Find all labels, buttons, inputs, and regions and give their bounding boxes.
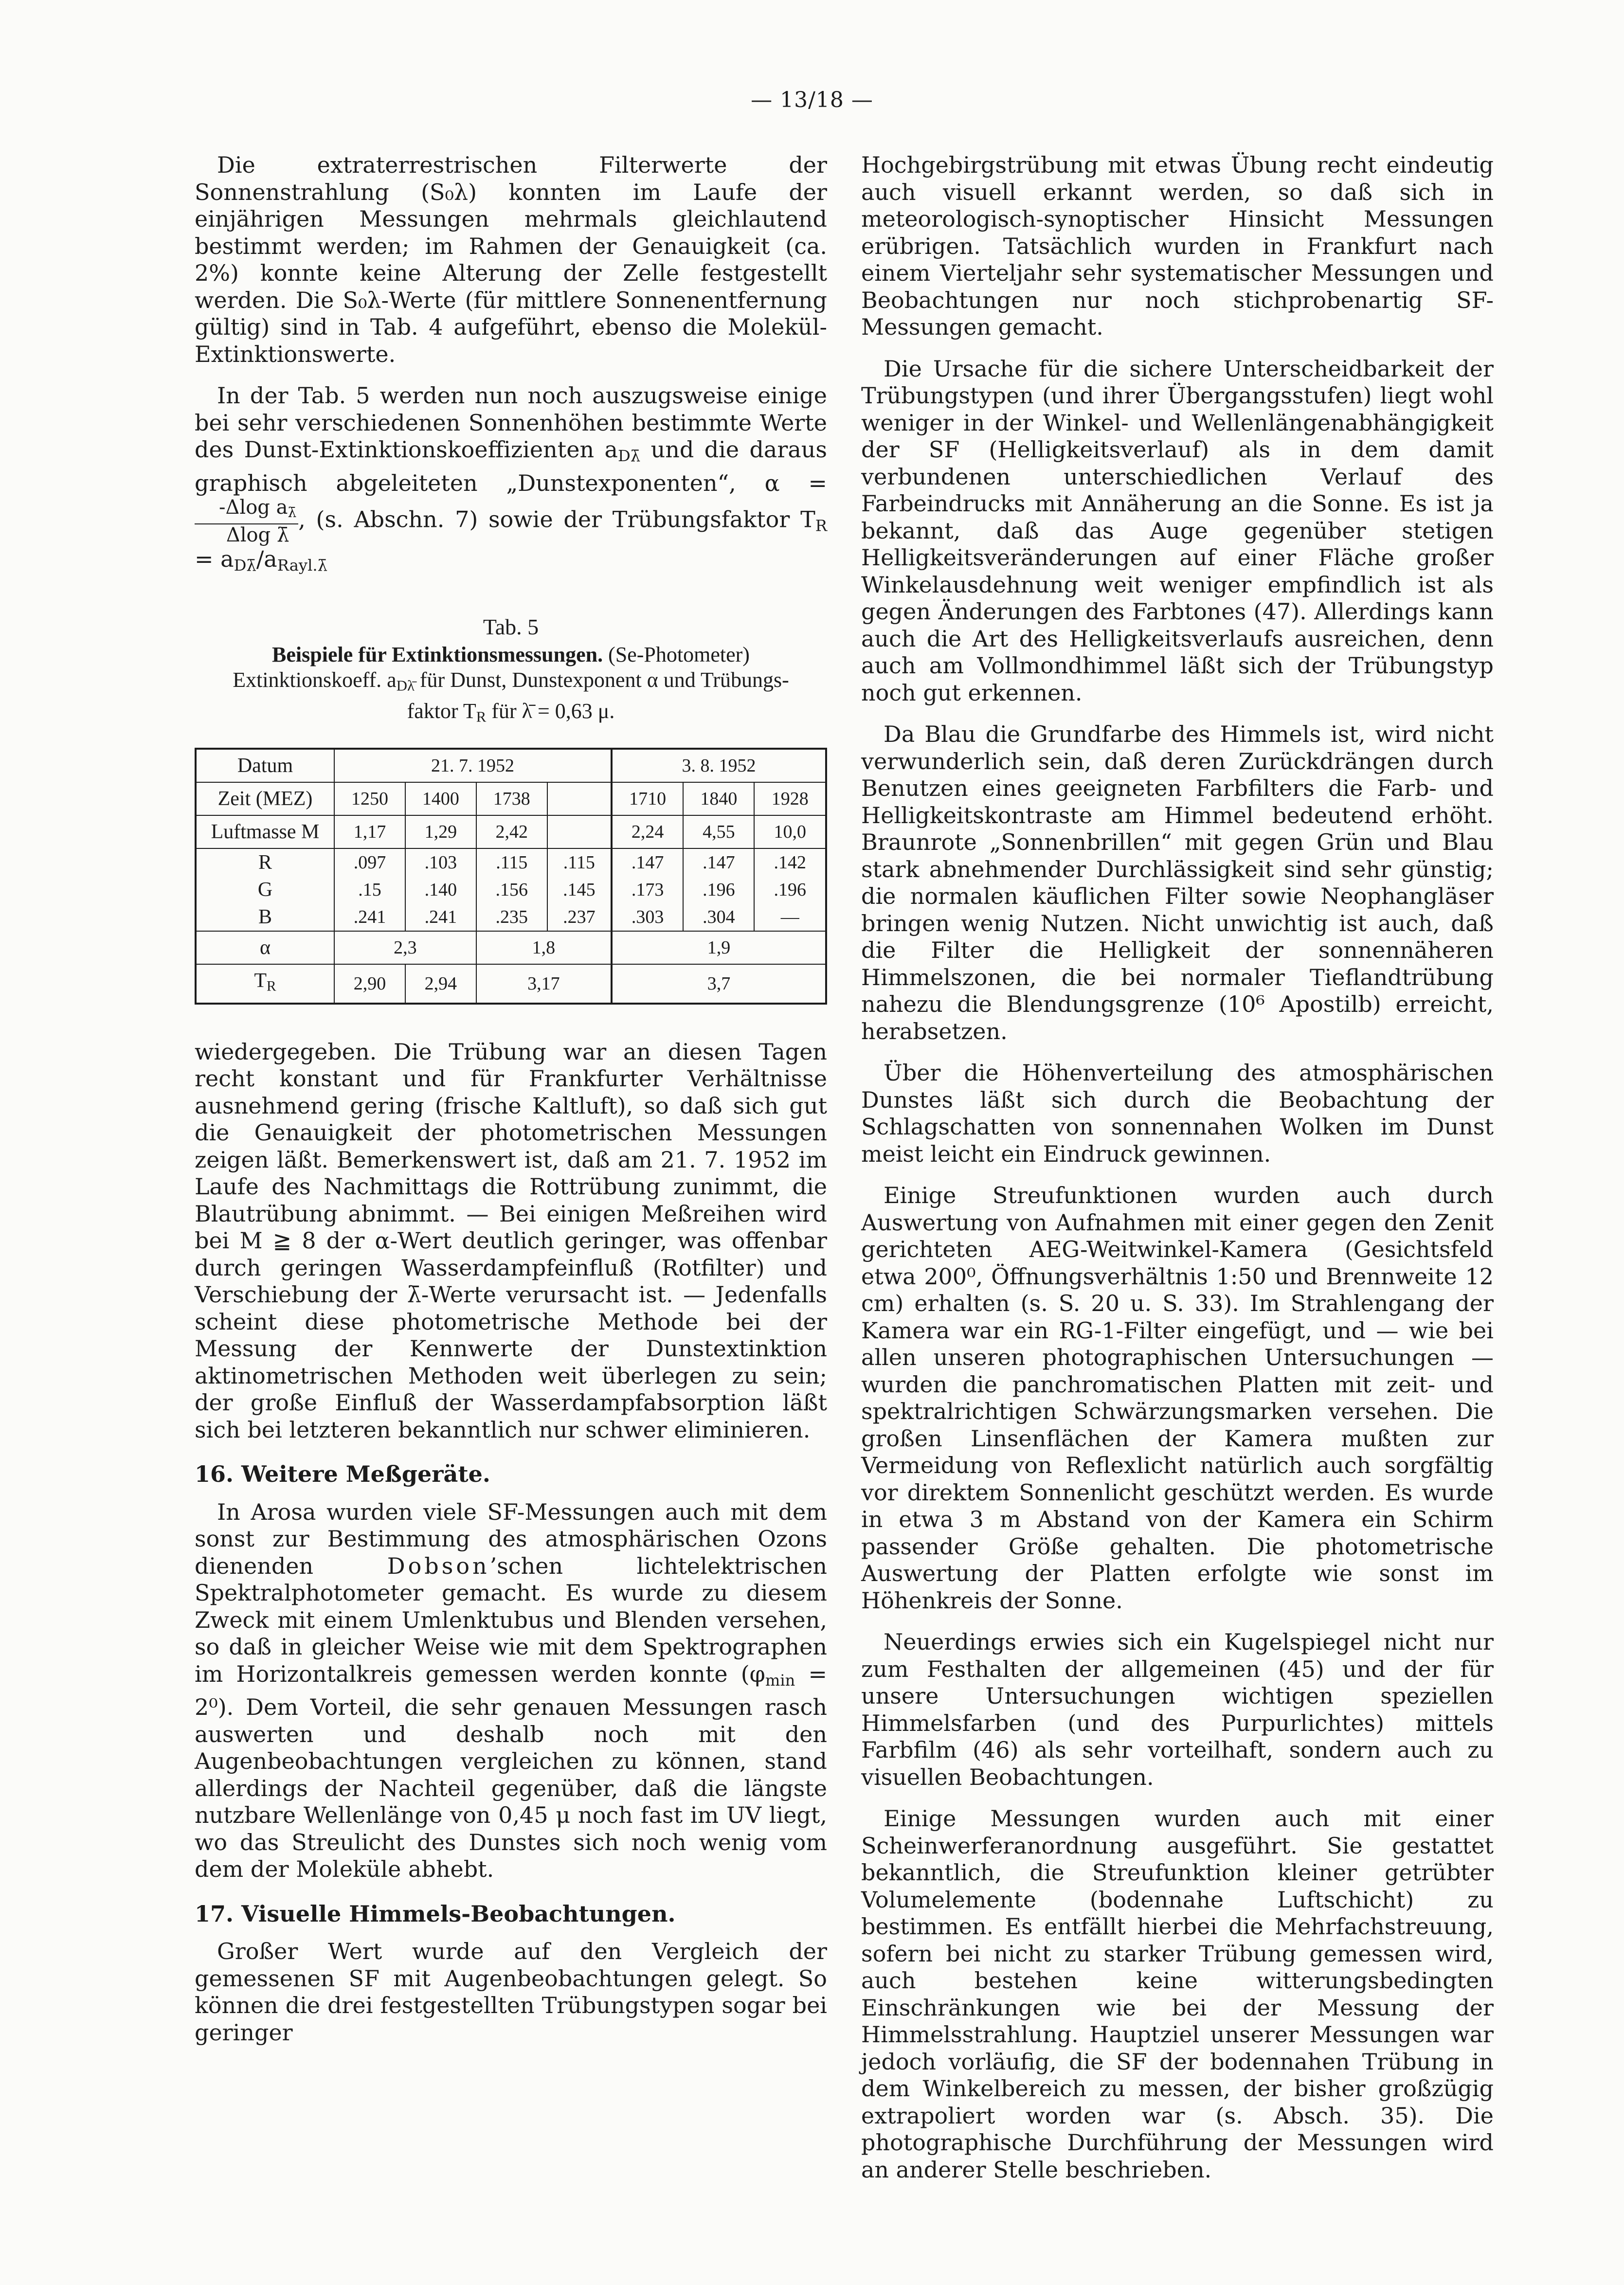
table-row [196, 903, 826, 931]
subscript: min [765, 1671, 795, 1690]
cell: .196 [683, 876, 754, 903]
paragraph: Über die Höhenverteilung des atmosphärischen Dunstes läßt sich durch die Beobachtung der Schlagschatten von sonnennahen Wolken im Dunst meist leicht ein Eindruck gewinnen. [861, 1060, 1494, 1167]
text-run: Extinktionskoeff. a [233, 668, 397, 692]
table-title-bold: Beispiele für Extinktionsmessungen. [272, 643, 603, 667]
row-label-tr [196, 964, 334, 1003]
text-run: für Dunst, Dunstexponent α und Trübungs- [414, 668, 789, 692]
subscript: Dλ̄ [396, 677, 415, 694]
cell: 2,42 [476, 815, 547, 848]
extinction-table [195, 748, 827, 1004]
formula-fraction [195, 497, 298, 546]
table-row [196, 876, 826, 903]
table-row [196, 749, 826, 782]
subscript: Rayl.λ̄ [277, 556, 328, 575]
cell: .147 [612, 848, 684, 876]
text-run: In Arosa wurden viele SF-Messungen auch mit dem sonst zur Bestimmung des atmosphärischen Ozons dienenden [195, 1498, 827, 1579]
text-run: , (s. Abschn. 7) sowie der Trübungsfaktor T [298, 506, 815, 533]
subscript: R [476, 708, 487, 725]
left-column [195, 152, 827, 2061]
cell: 1,17 [334, 815, 405, 848]
paragraph: Da Blau die Grundfarbe des Himmels ist, wird nicht verwunderlich sein, daß deren Zurückdrängen durch Benutzen eines geeigneten Farbfilters die Farb- und Helligkeitskontraste am Himmel bedeutend erhöht. Braunrote „Sonnenbrillen“ mit gegen Grün und Blau stark abnehmender Durchlässigkeit sind sehr günstig; die normalen käuflichen Filter sowie Neophangläser bringen wenig Nutzen. Nicht unwichtig ist auch, daß die Filter die Helligkeit der sonnennäheren Himmelszonen, die bei normaler Tieflandtrübung nahezu die Blendungsgrenze (10⁶ Apostilb) erreicht, herabsetzen. [861, 721, 1494, 1044]
cell: 2,24 [612, 815, 684, 848]
table-subtitle [195, 667, 827, 699]
row-label-b: B [196, 903, 334, 931]
cell: .156 [476, 876, 547, 903]
cell: 1738 [476, 782, 547, 815]
text-run: /a [256, 546, 277, 573]
text-run: In der Tab. 5 werden nun noch auszugsweise einige bei sehr verschiedenen Sonnenhöhen bestimmte Werte des Dunst-Extinktionskoeffizienten a [195, 382, 827, 463]
cell: 2,3 [334, 931, 476, 964]
paragraph: wiedergegeben. Die Trübung war an diesen Tagen recht konstant und für Frankfurter Verhältnisse ausnehmend gering (frische Kaltluft), so daß sich gut die Genauigkeit der photometrischen Messungen zeigen läßt. Bemerkenswert ist, daß am 21. 7. 1952 im Laufe des Nachmittags die Rottrübung zunimmt, die Blautrübung abnimmt. — Bei einigen Meßreihen wird bei M ≧ 8 der α-Wert deutlich geringer, was offenbar durch geringen Wasserdampfeinfluß (Rotfilter) und Verschiebung der λ̄-Werte verursacht ist. — Jedenfalls scheint diese photometrische Methode bei der Messung der Kennwerte der Dunstextinktion aktinometrischen Methoden weit überlegen zu sein; der große Einfluß der Wasserdampfabsorption läßt sich bei letzteren bekanntlich nur schwer eliminieren. [195, 1038, 827, 1443]
cell: 1250 [334, 782, 405, 815]
cell: .303 [612, 903, 684, 931]
cell: 2,90 [334, 964, 405, 1003]
cell: 1,9 [612, 931, 826, 964]
cell: .145 [547, 876, 612, 903]
cell: .241 [334, 903, 405, 931]
text-run: = a [195, 546, 234, 573]
cell: 1,8 [476, 931, 612, 964]
cell: .142 [754, 848, 826, 876]
text-run: T [254, 970, 267, 992]
row-label-luftmasse: Luftmasse M [196, 815, 334, 848]
table-row [196, 931, 826, 964]
text-run: für λ̄ = 0,63 μ. [486, 699, 615, 723]
subscript: Dλ̄ [234, 556, 256, 575]
table-row [196, 848, 826, 876]
cell: .196 [754, 876, 826, 903]
subscript: R [815, 516, 827, 535]
paragraph: Einige Messungen wurden auch mit einer Scheinwerferanordnung ausgeführt. Sie gestattet bekanntlich, die Streufunktion kleiner getrübter Volumelemente (bodennahe Luftschicht) zu bestimmen. Es entfällt hierbei die Mehrfachstreuung, sofern bei nicht zu starker Trübung gemessen wird, auch bestehen keine witterungsbedingten Einschränkungen wie bei der Messung der Himmelsstrahlung. Hauptziel unserer Messungen war jedoch vorläufig, die SF der bodennahen Trübung in dem Winkelbereich zu messen, der bisher großzügig extrapoliert worden war (s. Absch. 35). Die photographische Durchführung der Messungen wird an anderer Stelle beschrieben. [861, 1805, 1494, 2183]
cell: 4,55 [683, 815, 754, 848]
cell: .173 [612, 876, 684, 903]
subscript: λ̄ [288, 504, 297, 521]
cell: .103 [405, 848, 476, 876]
section-heading-17: 17. Visuelle Himmels-Beobachtungen. [195, 1900, 676, 1927]
right-column [861, 152, 1494, 2198]
table-subtitle-2 [195, 699, 827, 730]
cell: .235 [476, 903, 547, 931]
date-1: 21. 7. 1952 [334, 749, 612, 782]
table-row [196, 964, 826, 1003]
paragraph-dobson [195, 1499, 827, 1883]
cell: .097 [334, 848, 405, 876]
cell: — [754, 903, 826, 931]
text-run: ’schen lichtelektrischen Spektralphotometer gemacht. Es wurde zu diesem Zweck mit einem Umlenktubus und Blenden versehen, so daß in gleicher Weise wie mit dem Spektrographen im Horizontalkreis gemessen werden konnte (φ [195, 1552, 827, 1687]
cell: .241 [405, 903, 476, 931]
cell: .115 [476, 848, 547, 876]
cell: 3,17 [476, 964, 612, 1003]
cell: 1400 [405, 782, 476, 815]
row-label-r: R [196, 848, 334, 876]
row-label-g: G [196, 876, 334, 903]
cell [547, 782, 612, 815]
subscript: Dλ̄ [617, 447, 641, 466]
row-label-datum: Datum [196, 749, 334, 782]
paragraph: Großer Wert wurde auf den Vergleich der gemessenen SF mit Augenbeobachtungen gelegt. So können die drei festgestellten Trübungstypen sogar bei geringer [195, 1938, 827, 2046]
date-2: 3. 8. 1952 [612, 749, 826, 782]
text-run: und die daraus graphisch abgeleiteten „Dunstexponenten“, α = [195, 436, 827, 496]
cell: .140 [405, 876, 476, 903]
text-run: = 2⁰). Dem Vorteil, die sehr genauen Messungen rasch auswerten und deshalb noch mit den Augenbeobachtungen vergleichen zu können, stand allerdings der Nachteil gegenüber, daß die längste nutzbare Wellenlänge von 0,45 μ noch fast im UV liegt, wo das Streulicht des Dunstes sich noch wenig vom dem der Moleküle abhebt. [195, 1660, 828, 1883]
cell: 1,29 [405, 815, 476, 848]
page-number: — 13/18 — [751, 88, 873, 112]
cell: 1928 [754, 782, 826, 815]
fraction-denominator: Δlog λ̄ [226, 524, 289, 547]
text-run-spaced: Dobson [387, 1552, 490, 1579]
paragraph: Die Ursache für die sichere Unterscheidbarkeit der Trübungstypen (und ihrer Übergangsstufen) liegt wohl weniger in der Winkel- und Wellenlängenabhängigkeit der SF (Helligkeitsverlauf) als in dem damit verbundenen unterschiedlichen Verlauf des Farbeindrucks mit Annäherung an die Sonne. Es ist ja bekannt, daß das Auge gegenüber stetigen Helligkeitsveränderungen auf einer Fläche großer Winkelausdehnung weit weniger empfindlich ist als gegen Änderungen des Farbtones (47). Allerdings kann auch die Art des Helligkeitsverlaufs ausreichen, denn auch am Vollmondhimmel läßt sich der Trübungstyp noch gut erkennen. [861, 355, 1494, 706]
table-caption: Tab. 5 [483, 614, 539, 639]
text-run: -Δlog a [219, 496, 288, 519]
row-label-zeit: Zeit (MEZ) [196, 782, 334, 815]
table-title-rest: (Se-Photometer) [603, 643, 750, 667]
subscript: R [267, 978, 276, 994]
cell: 2,94 [405, 964, 476, 1003]
cell: 10,0 [754, 815, 826, 848]
cell: 1840 [683, 782, 754, 815]
paragraph: Neuerdings erwies sich ein Kugelspiegel nicht nur zum Festhalten der allgemeinen (45) und der für unsere Untersuchungen wichtigen speziellen Himmelsfarben (und des Purpurlichtes) mittels Farbfilm (46) als sehr vorteilhaft, sondern auch zu visuellen Beobachtungen. [861, 1629, 1494, 1790]
cell: .115 [547, 848, 612, 876]
table-row [196, 782, 826, 815]
text-run: faktor T [407, 699, 476, 723]
table-title [195, 642, 827, 667]
paragraph: Die extraterrestrischen Filterwerte der Sonnenstrahlung (S₀λ) konnten im Laufe der einjährigen Messungen mehrmals gleichlautend bestimmt werden; im Rahmen der Genauigkeit (ca. 2%) konnte keine Alterung der Zelle festgestellt werden. Die S₀λ-Werte (für mittlere Sonnenentfernung gültig) sind in Tab. 4 aufgeführt, ebenso die Molekül-Extinktionswerte. [195, 152, 827, 367]
section-heading-16: 16. Weitere Meßgeräte. [195, 1461, 490, 1488]
row-label-alpha: α [196, 931, 334, 964]
cell: .15 [334, 876, 405, 903]
cell [547, 815, 612, 848]
cell: .304 [683, 903, 754, 931]
paragraph: Einige Streufunktionen wurden auch durch Auswertung von Aufnahmen mit einer gegen den Zenit gerichteten AEG-Weitwinkel-Kamera (Gesichtsfeld etwa 200⁰, Öffnungsverhältnis 1:50 und Brennweite 12 cm) erhalten (s. S. 20 u. S. 33). Im Strahlengang der Kamera war ein RG-1-Filter eingefügt, und — wie bei allen unseren photographischen Untersuchungen — wurden die panchromatischen Platten mit zeit- und spektralrichtigen Schwärzungsmarken versehen. Die großen Linsenflächen der Kamera mußten zur Vermeidung von Reflexlicht natürlich auch sorgfältig vor direktem Sonnenlicht geschützt werden. Es wurde in etwa 3 m Abstand von der Kamera ein Schirm passender Größe gehalten. Die photometrische Auswertung der Platten erfolgte wie sonst im Höhenkreis der Sonne. [861, 1182, 1494, 1614]
fraction-numerator [195, 497, 298, 524]
cell: 1710 [612, 782, 684, 815]
paragraph: Hochgebirgstrübung mit etwas Übung recht eindeutig auch visuell erkannt werden, so daß sich in meteorologisch-synoptischer Hinsicht Messungen erübrigen. Tatsächlich wurden in Frankfurt nach einem Vierteljahr sehr systematischer Messungen und Beobachtungen nur noch stichprobenartig SF-Messungen gemacht. [861, 152, 1494, 340]
paragraph-dunst [195, 382, 827, 579]
cell: .147 [683, 848, 754, 876]
cell: .237 [547, 903, 612, 931]
table-row [196, 815, 826, 848]
cell: 3,7 [612, 964, 826, 1003]
